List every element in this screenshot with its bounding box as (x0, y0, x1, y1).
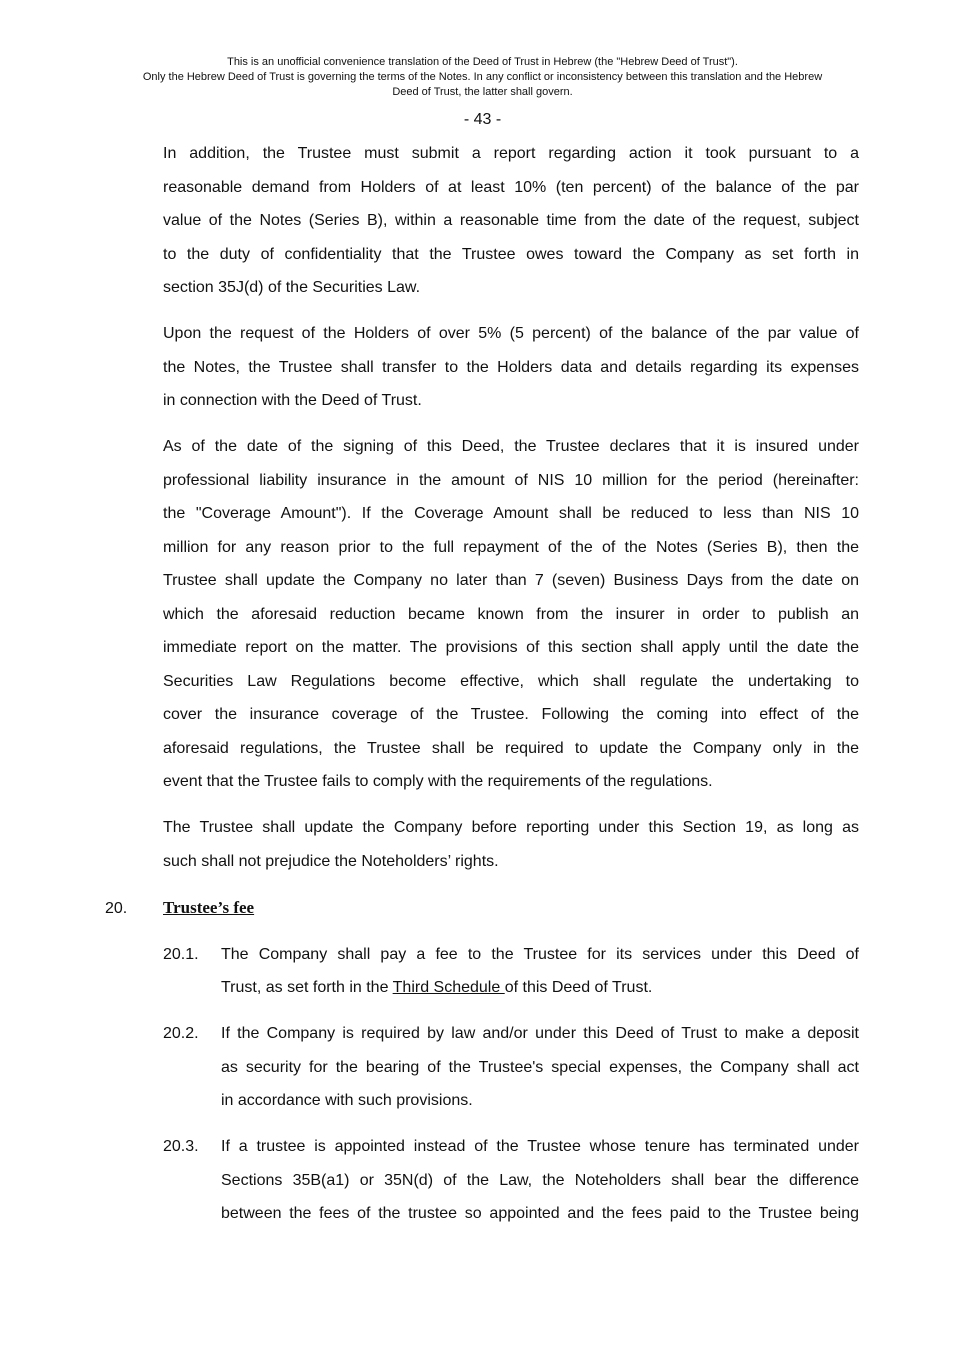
section-heading (105, 891, 859, 926)
text-line: in accordance with such provisions. (221, 1092, 473, 1109)
text-line: which the aforesaid reduction became known from the insurer in order to publish an (163, 605, 859, 623)
text-line (221, 971, 859, 1005)
text-line: reasonable demand from Holders of at least 10% (ten percent) of the balance of the par (163, 178, 859, 196)
document-body (105, 137, 859, 1243)
text-line: event that the Trustee fails to comply with the requirements of the regulations. (163, 773, 713, 790)
disclaimer-header (0, 55, 965, 100)
subsection-number: 20.1. (163, 945, 199, 963)
subsection-number: 20.3. (163, 1138, 199, 1155)
text-line: If the Company is required by law and/or under this Deed of Trust to make a deposit (221, 1025, 859, 1042)
text-line: The Trustee shall update the Company before reporting under this Section 19, as long as (163, 819, 859, 836)
text-line: Upon the request of the Holders of over 5% (5 percent) of the balance of the par value of (163, 325, 859, 342)
text-line: If a trustee is appointed instead of the Trustee whose tenure has terminated under (221, 1138, 859, 1155)
text-line: Sections 35B(a1) or 35N(d) of the Law, the Noteholders shall bear the difference (221, 1171, 859, 1189)
subsection-20-3 (163, 1130, 859, 1231)
text-fragment: Trust, as set forth in the (221, 979, 393, 996)
text-line: Trustee shall update the Company no later than 7 (seven) Business Days from the date on (163, 572, 859, 589)
subsection-20-1 (163, 938, 859, 1005)
text-line: as security for the bearing of the Trustee's special expenses, the Company shall act (221, 1058, 859, 1076)
section-title: Trustee’s fee (163, 897, 255, 917)
text-line: professional liability insurance in the amount of NIS 10 million for the period (hereinafter: (163, 471, 859, 489)
header-line: Deed of Trust, the latter shall govern. (392, 86, 573, 98)
text-line: As of the date of the signing of this Deed, the Trustee declares that it is insured under (163, 438, 859, 455)
text-line: cover the insurance coverage of the Trustee. Following the coming into effect of the (163, 706, 859, 723)
text-line: in connection with the Deed of Trust. (163, 392, 422, 409)
text-fragment: of this Deed of Trust. (504, 979, 653, 996)
page-number: - 43 - (463, 111, 502, 128)
paragraph (163, 317, 859, 418)
paragraph (163, 811, 859, 878)
text-line: between the fees of the trustee so appointed and the fees paid to the Trustee being (221, 1205, 859, 1222)
text-line: to the duty of confidentiality that the Trustee owes toward the Company as set forth in (163, 245, 859, 263)
paragraph (163, 430, 859, 799)
subsection-20-2 (163, 1017, 859, 1118)
text-line: Securities Law Regulations become effective, which shall regulate the undertaking to (163, 672, 859, 690)
text-line: such shall not prejudice the Noteholders’ rights. (163, 852, 499, 870)
header-line: This is an unofficial convenience translation of the Deed of Trust in Hebrew (the "Hebrew Deed of Trust"). (227, 56, 738, 68)
section-number: 20. (105, 899, 128, 917)
text-line: million for any reason prior to the full repayment of the of the Notes (Series B), then the (163, 538, 859, 556)
text-line: aforesaid regulations, the Trustee shall be required to update the Company only in the (163, 739, 859, 757)
text-line: immediate report on the matter. The provisions of this section shall apply until the date the (163, 639, 859, 656)
text-line: value of the Notes (Series B), within a reasonable time from the date of the request, subject (163, 212, 859, 229)
subsection-number: 20.2. (163, 1025, 199, 1042)
text-line: the Notes, the Trustee shall transfer to the Holders data and details regarding its expenses (163, 358, 859, 376)
third-schedule-link[interactable]: Third Schedule (392, 979, 505, 996)
paragraph (163, 137, 859, 305)
text-line: In addition, the Trustee must submit a report regarding action it took pursuant to a (163, 145, 859, 162)
text-line: the "Coverage Amount"). If the Coverage Amount shall be reduced to less than NIS 10 (163, 505, 859, 522)
text-line: The Company shall pay a fee to the Trustee for its services under this Deed of (221, 945, 859, 963)
header-line: Only the Hebrew Deed of Trust is governing the terms of the Notes. In any conflict or inconsistency between this translation and the Hebrew (142, 71, 823, 83)
text-line: section 35J(d) of the Securities Law. (163, 279, 421, 296)
